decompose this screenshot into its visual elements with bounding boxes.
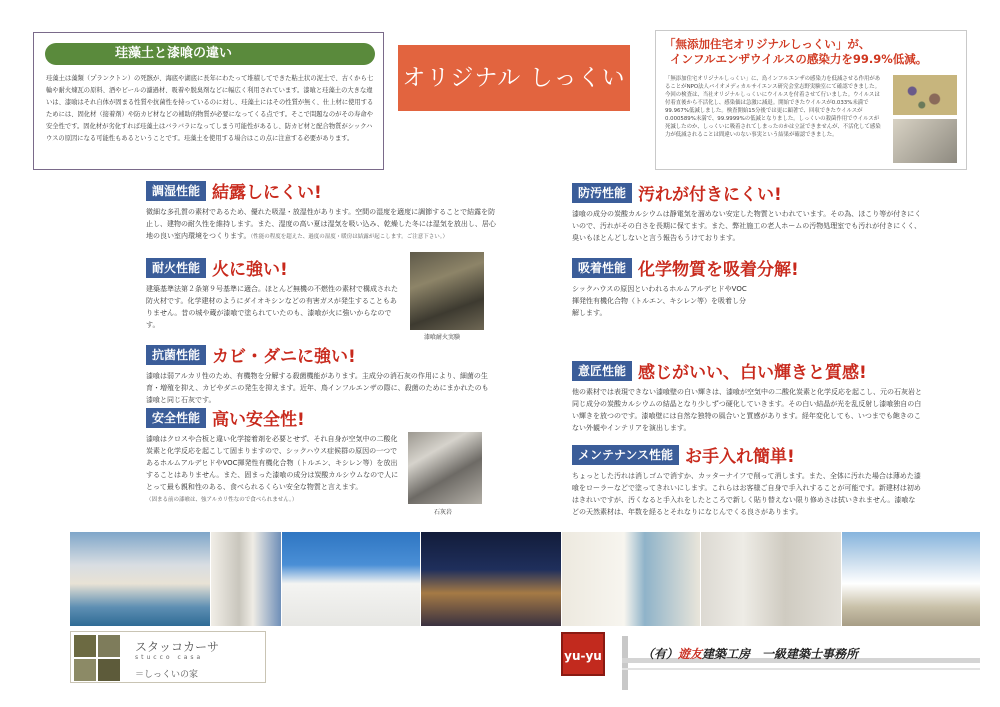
influenza-body-text: 「無添加住宅オリジナルしっくい」に、鳥インフルエンザの感染力を低減させる作用があることがNPO法人バイオメディカルサイエンス研究会堂志野実験室にて確認できました。今回の検査は、当社オリジナルしっくいにウイルスを付着させて行いました。ウイルスは付着直後から不活化し、感染価は急激に減退。開始できたウイルスが0.033%未満で99.967%低減しました。検査開始15分後では更に顕著で、回収できたウイルスが0.000589%未満で、99.9999%の低減となりました。しっくいの殺菌作用でウイルスが死滅したのか、しっくいに吸着されてしまったのかは立証できませんが、不活化して感染力が低減されることは間違いのない事実という結果が確認できました。: [665, 76, 881, 138]
company-name-highlight: 遊友: [678, 647, 703, 661]
feature-tag: 意匠性能: [572, 361, 632, 381]
feature-tag: 吸着性能: [572, 258, 632, 278]
feature-body: シックハウスの原因といわれるホルムアルデヒドやVOC揮発性有機化合物（トルエン、キシレン等）を吸着し分解します。: [572, 285, 747, 317]
night-village-photo: [421, 532, 561, 626]
feature-title: 高い安全性!: [212, 410, 305, 430]
influenza-headline-line1: 「無添加住宅オリジナルしっくい」が、: [664, 37, 871, 51]
feature-note: （性能の程度を超えた、過度の湿度・暖房は結露が起こします。ご注意下さい。）: [250, 234, 449, 240]
feature-tag: 抗菌性能: [146, 345, 206, 365]
diatomite-comparison-text: 珪藻土は藻類（プランクトン）の死骸が、海底や湖底に長年にわたって堆積してできた粘土状の泥土で、古くから七輪や耐火煉瓦の原料、酒やビールの濾過材、吸着や脱臭剤などに幅広く利用されています。漆喰と珪藻土の大きな違いは、漆喰はそれ自体が固まる性質や抗菌性を持っているのに対し、珪藻土にはその性質が無く、仕上材に使用するためには、固化材（接着剤）や防カビ材などの補助的物質が必要になってくる点です。そこで問題なのがその寿命や安全性です。固化材が劣化すれば珪藻土はバラバラになってしまう可能性があるし、防カビ材と配合物質がシックハウスの原因になる可能性もあるということです。珪藻土を使用する場合はこの点に注意する必要があります。: [46, 75, 374, 142]
fire-test-photo: [410, 252, 484, 330]
feature-body: 他の素材では表現できない漆喰壁の白い輝きは、漆喰が空気中の二酸化炭素と化学反応を起こし、元の石灰岩と同じ成分の炭酸カルシウムの結晶となり少しずつ硬化していきます。その白い結晶が光を乱反射し漆喰独自の白い輝きを放つのです。漆喰壁には自然な独特の風合いと質感があります。経年変化しても、いつまでも飽きのこない外観やインテリアを演出します。: [572, 388, 922, 432]
feature-tag: 防汚性能: [572, 183, 632, 203]
influenza-result-box: [655, 30, 967, 170]
bell-tower-photo: [282, 532, 420, 626]
white-alley-photo: [211, 532, 281, 626]
logo-equals: ＝: [135, 670, 145, 680]
feature-stain-resistance: [572, 180, 928, 244]
company-name-rest: 建築工房 一級建築士事務所: [702, 647, 859, 661]
limestone-photo: [408, 432, 482, 504]
feature-body-text: 漆喰はクロスや合板と違い化学接着剤を必要とせず、それ自身が空気中の二酸化炭素と化学反応を起こして固まりますので、シックハウス症候群の原因の一つであるホルムアルデヒドやVOC揮発性有機化合物（トルエン、キシレン等）を放出することはありません。また、固まった漆喰の成分は炭酸カルシウムなので人にとって最も親和性のある、食べられるくらい安全な物質と言えます。: [146, 435, 399, 491]
original-plaster-banner: オリジナル しっくい: [398, 45, 630, 111]
feature-title: カビ・ダニに強い!: [212, 347, 356, 367]
stucco-casa-logo: [70, 631, 266, 683]
feature-tag: メンテナンス性能: [572, 445, 679, 465]
company-prefix: （有）: [642, 647, 679, 661]
diatomite-comparison-title: 珪藻土と漆喰の違い: [45, 43, 375, 65]
company-name: [642, 645, 858, 662]
feature-humidity: [146, 178, 496, 243]
feature-body: 建築基準法第２条第９号基準に適合。ほとんど無機の不燃性の素材で構成された防火材です。化学建材のようにダイオキシンなどの有害ガスが発生することもありません。昔の城や蔵が漆喰で塗られていたのも、漆喰が火に強いからなのです。: [146, 285, 398, 329]
logo-bottom-text: しっくいの家: [144, 670, 199, 680]
influenza-headline: [664, 37, 964, 67]
feature-tag: 耐火性能: [146, 258, 206, 278]
feature-body: 漆喰の成分の炭酸カルシウムは静電気を溜めない安定した物質といわれています。その為、ほこり等が付きにくいので、汚れがその白さを長期に保てます。また、弊社施工の老人ホームの汚物処理室でも汚れが付きにくく、臭いもほとんどしないと言う報告もうけております。: [572, 210, 922, 242]
feature-body: [146, 433, 404, 506]
logo-title: スタッコカーサ: [135, 640, 220, 654]
feature-antibacterial: [146, 342, 491, 406]
fire-test-caption: 漆喰耐火実験: [424, 334, 461, 341]
feature-design: [572, 358, 922, 434]
photo-strip: [70, 532, 980, 626]
feature-body: 漆喰は弱アルカリ性のため、有機物を分解する殺菌機能があります。主成分の消石灰の作用により、細菌の生育・増殖を抑え、カビやダニの発生を抑えます。近年、鳥インフルエンザの際に、殺菌のためにまかれたのも漆喰と同じ石灰です。: [146, 372, 489, 404]
feature-note: （固まる前の漆喰は、強アルカリ性なので食べられません。）: [146, 497, 298, 503]
feature-body: [146, 206, 496, 243]
wall-ornaments-photo: [701, 532, 841, 626]
feature-title: 汚れが付きにくい!: [638, 185, 782, 205]
feature-title: 結露しにくい!: [212, 183, 322, 203]
logo-mark: [74, 635, 120, 681]
feature-body: ちょっとした汚れは消しゴムで消すか、カッターナイフで削って消します。また、全体に汚れた場合は薄めた漆喰をローラーなどで塗ってきれいにします。これらはお客様ご自身で手入れすることが可能です。新建材は初めはきれいですが、汚くなると手入れをしたところで新しく貼り替えない限り修めさは拭いきれません。漆喰などの天然素材は、年数を経るとそれなりになじんでくる良さがあります。: [572, 472, 921, 516]
feature-fireproof: [146, 255, 402, 331]
feature-maintenance: [572, 442, 922, 518]
feature-body-text: 微細な多孔質の素材であるため、優れた吸湿・放湿性があります。空間の湿度を適度に調節することで結露を防止し、建物の耐久性を維持します。また、湿度の高い夏は湿気を吸い込み、乾燥した冬には湿気を放出し、居心地の良い室内環境をつくります。: [146, 208, 496, 240]
feature-adsorption: [572, 255, 848, 319]
diatomite-comparison-box: [33, 32, 384, 170]
trulli-houses-photo: [842, 532, 980, 626]
feature-tag: 調湿性能: [146, 181, 206, 201]
yuyu-logo-mark: yu-yu: [561, 632, 605, 676]
logo-bottom: [135, 667, 198, 680]
feature-title: お手入れ簡単!: [685, 447, 795, 467]
feature-title: 感じがいい、白い輝きと質感!: [638, 363, 867, 383]
limestone-caption: 石灰岩: [434, 509, 453, 516]
feature-safety: [146, 405, 404, 506]
laboratory-photo: [893, 119, 957, 163]
feature-tag: 安全性能: [146, 408, 206, 428]
feature-title: 化学物質を吸着分解!: [638, 260, 799, 280]
logo-subtitle: stucco casa: [135, 654, 204, 661]
virus-microscope-image: [893, 75, 957, 115]
feature-title: 火に強い!: [212, 260, 288, 280]
influenza-headline-line2: インフルエンザウイルスの感染力を99.9%低減。: [670, 52, 928, 66]
harbor-town-photo: [70, 532, 210, 626]
white-interior-photo: [562, 532, 700, 626]
